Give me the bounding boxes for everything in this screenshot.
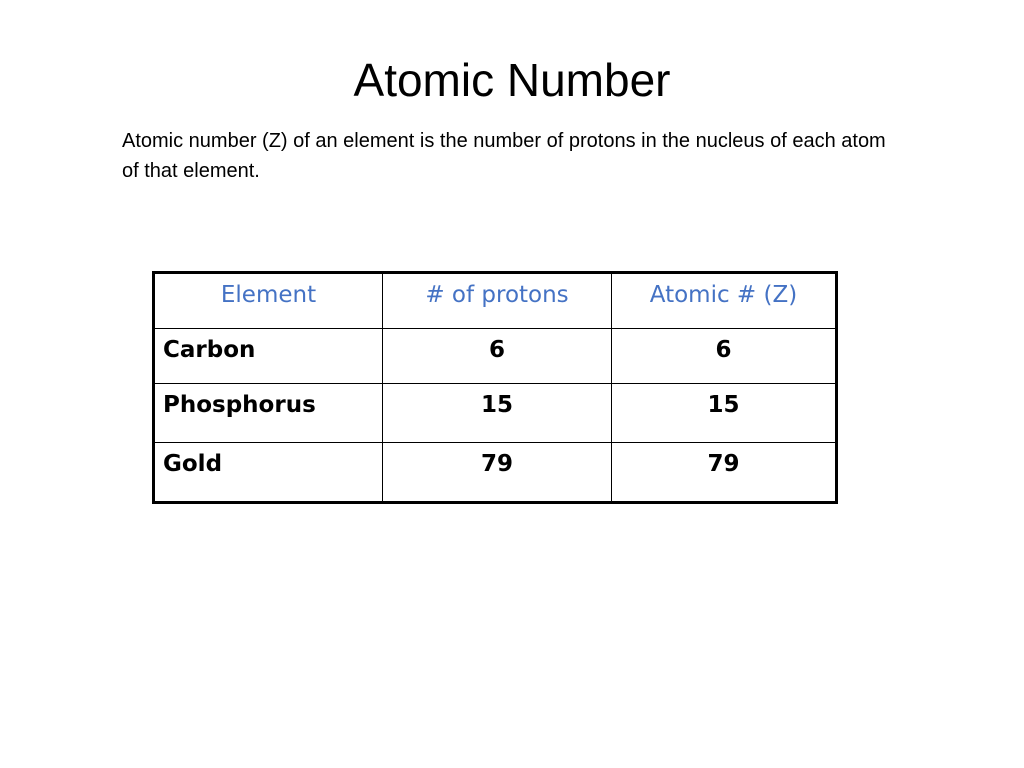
atomic-number-cell: 79 bbox=[612, 443, 837, 503]
column-header-atomic-number: Atomic # (Z) bbox=[612, 273, 837, 329]
element-name-cell: Carbon bbox=[154, 329, 383, 384]
slide-title: Atomic Number bbox=[353, 54, 671, 106]
protons-cell: 15 bbox=[383, 384, 612, 443]
table-row bbox=[154, 384, 837, 443]
protons-cell: 79 bbox=[383, 443, 612, 503]
column-header-element: Element bbox=[154, 273, 383, 329]
table-header bbox=[154, 273, 837, 329]
atomic-number-table bbox=[152, 271, 838, 504]
table-row bbox=[154, 329, 837, 384]
protons-cell: 6 bbox=[383, 329, 612, 384]
element-name-cell: Phosphorus bbox=[154, 384, 383, 443]
table-row bbox=[154, 443, 837, 503]
definition-text: Atomic number (Z) of an element is the number of protons in the nucleus of each atom of that element. bbox=[122, 130, 886, 182]
table-header-row bbox=[154, 273, 837, 329]
atomic-number-cell: 6 bbox=[612, 329, 837, 384]
atomic-number-cell: 15 bbox=[612, 384, 837, 443]
column-header-protons: # of protons bbox=[383, 273, 612, 329]
table-body bbox=[154, 329, 837, 503]
element-name-cell: Gold bbox=[154, 443, 383, 503]
